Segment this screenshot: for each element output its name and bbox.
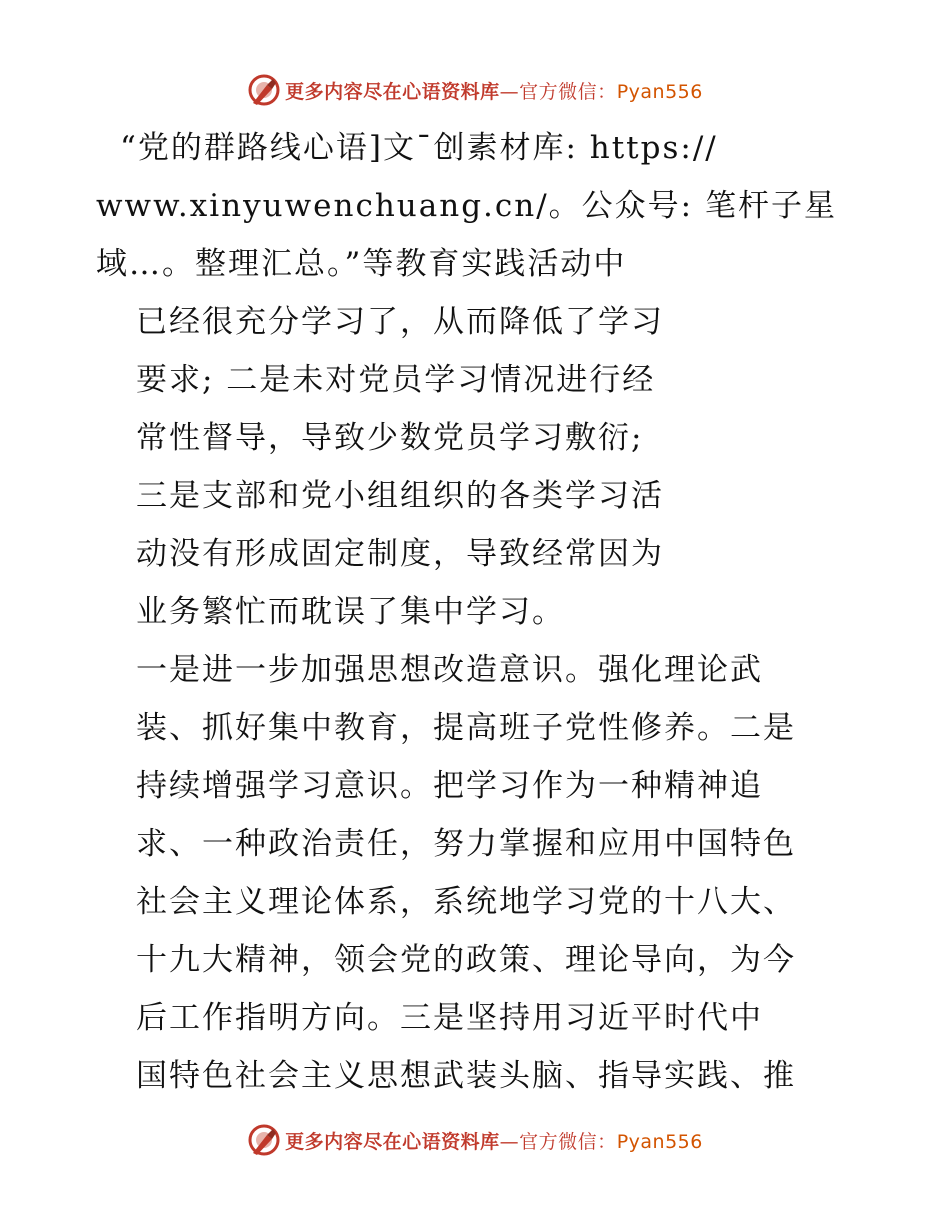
body-line-16: 后工作指明方向。三是坚持用习近平时代中 <box>136 1000 763 1036</box>
body-line-11: 装、抓好集中教育，提高班子党性修养。二是 <box>136 710 796 746</box>
footer-meta-label: 官方微信： <box>519 1130 617 1153</box>
body-line-14: 社会主义理论体系，系统地学习党的十八大、 <box>136 884 796 920</box>
header-meta-label: 官方微信： <box>519 80 617 103</box>
body-line-15: 十九大精神，领会党的政策、理论导向，为今 <box>136 942 796 978</box>
body-line-1: “党的群路线心语]文¯创素材库: https:// <box>120 130 718 166</box>
body-line-10: 一是进一步加强思想改造意识。强化理论武 <box>136 652 763 688</box>
header-banner <box>0 70 950 110</box>
body-line-9: 业务繁忙而耽误了集中学习。 <box>136 594 565 630</box>
footer-banner <box>0 1120 950 1160</box>
pen-logo-icon <box>247 1123 281 1157</box>
footer-brand: 更多内容尽在心语资料库 <box>285 1130 500 1153</box>
body-line-2: www.xinyuwenchuang.cn/。公众号: 笔杆子星 <box>96 188 837 224</box>
header-banner-text <box>285 77 703 104</box>
header-wechat-id: Pyan556 <box>616 80 703 103</box>
pen-logo-icon <box>247 73 281 107</box>
body-line-7: 三是支部和党小组组织的各类学习活 <box>136 478 664 514</box>
header-brand: 更多内容尽在心语资料库 <box>285 80 500 103</box>
footer-banner-text <box>285 1127 703 1154</box>
header-separator: — <box>499 80 520 103</box>
body-line-8: 动没有形成固定制度，导致经常因为 <box>136 536 664 572</box>
body-line-4: 已经很充分学习了，从而降低了学习 <box>136 304 664 340</box>
body-line-17: 国特色社会主义思想武装头脑、指导实践、推 <box>136 1058 796 1094</box>
footer-separator: — <box>499 1130 520 1153</box>
body-line-6: 常性督导，导致少数党员学习敷衍; <box>136 420 644 456</box>
body-line-3: 域…。整理汇总。”等教育实践活动中 <box>96 246 627 282</box>
body-line-13: 求、一种政治责任，努力掌握和应用中国特色 <box>136 826 796 862</box>
body-line-5: 要求; 二是未对党员学习情况进行经 <box>136 362 656 398</box>
body-line-12: 持续增强学习意识。把学习作为一种精神追 <box>136 768 763 804</box>
footer-wechat-id: Pyan556 <box>616 1130 703 1153</box>
